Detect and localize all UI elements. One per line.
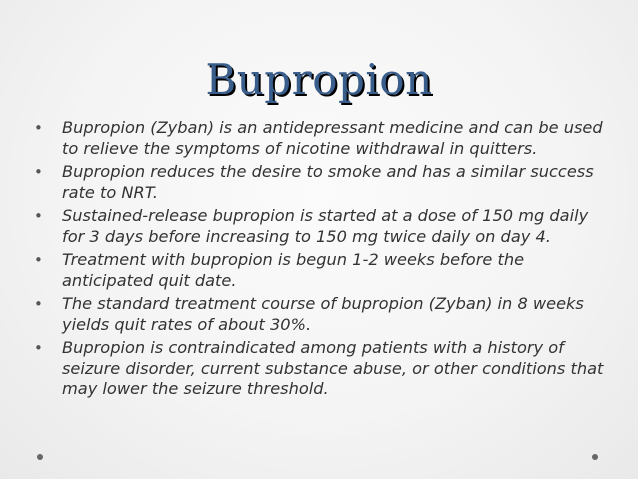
bullet-item: [32, 294, 607, 335]
bullet-item: [32, 338, 607, 400]
bullet-dot-icon: •: [34, 338, 43, 357]
bullet-text: Treatment with bupropion is begun 1-2 weeks before the anticipated quit date.: [62, 249, 525, 290]
bullet-text: Bupropion is contraindicated among patients with a history of seizure disorder, current substance abuse, or other conditions that may lower the seizure threshold.: [62, 337, 604, 399]
bullet-text: The standard treatment course of bupropion (Zyban) in 8 weeks yields quit rates of about 30%.: [62, 293, 584, 334]
bullet-list: [32, 118, 607, 403]
bullet-item: [32, 206, 607, 247]
bullet-dot-icon: •: [34, 294, 43, 313]
corner-dot-icon: [37, 454, 43, 460]
bullet-item: [32, 250, 607, 291]
bullet-dot-icon: •: [34, 250, 43, 269]
bullet-dot-icon: •: [34, 162, 43, 181]
bullet-text: Bupropion reduces the desire to smoke and has a similar success rate to NRT.: [62, 161, 594, 202]
slide-title: Bupropion: [205, 55, 433, 104]
bullet-item: [32, 118, 607, 159]
bullet-dot-icon: •: [34, 206, 43, 225]
bullet-text: Sustained-release bupropion is started at a dose of 150 mg daily for 3 days before increasing to 150 mg twice daily on day 4.: [62, 205, 589, 246]
bullet-text: Bupropion (Zyban) is an antidepressant medicine and can be used to relieve the symptoms of nicotine withdrawal in quitters.: [62, 118, 603, 158]
bullet-item: [32, 162, 607, 203]
bullet-dot-icon: •: [34, 119, 43, 137]
corner-dot-icon: [592, 454, 598, 460]
